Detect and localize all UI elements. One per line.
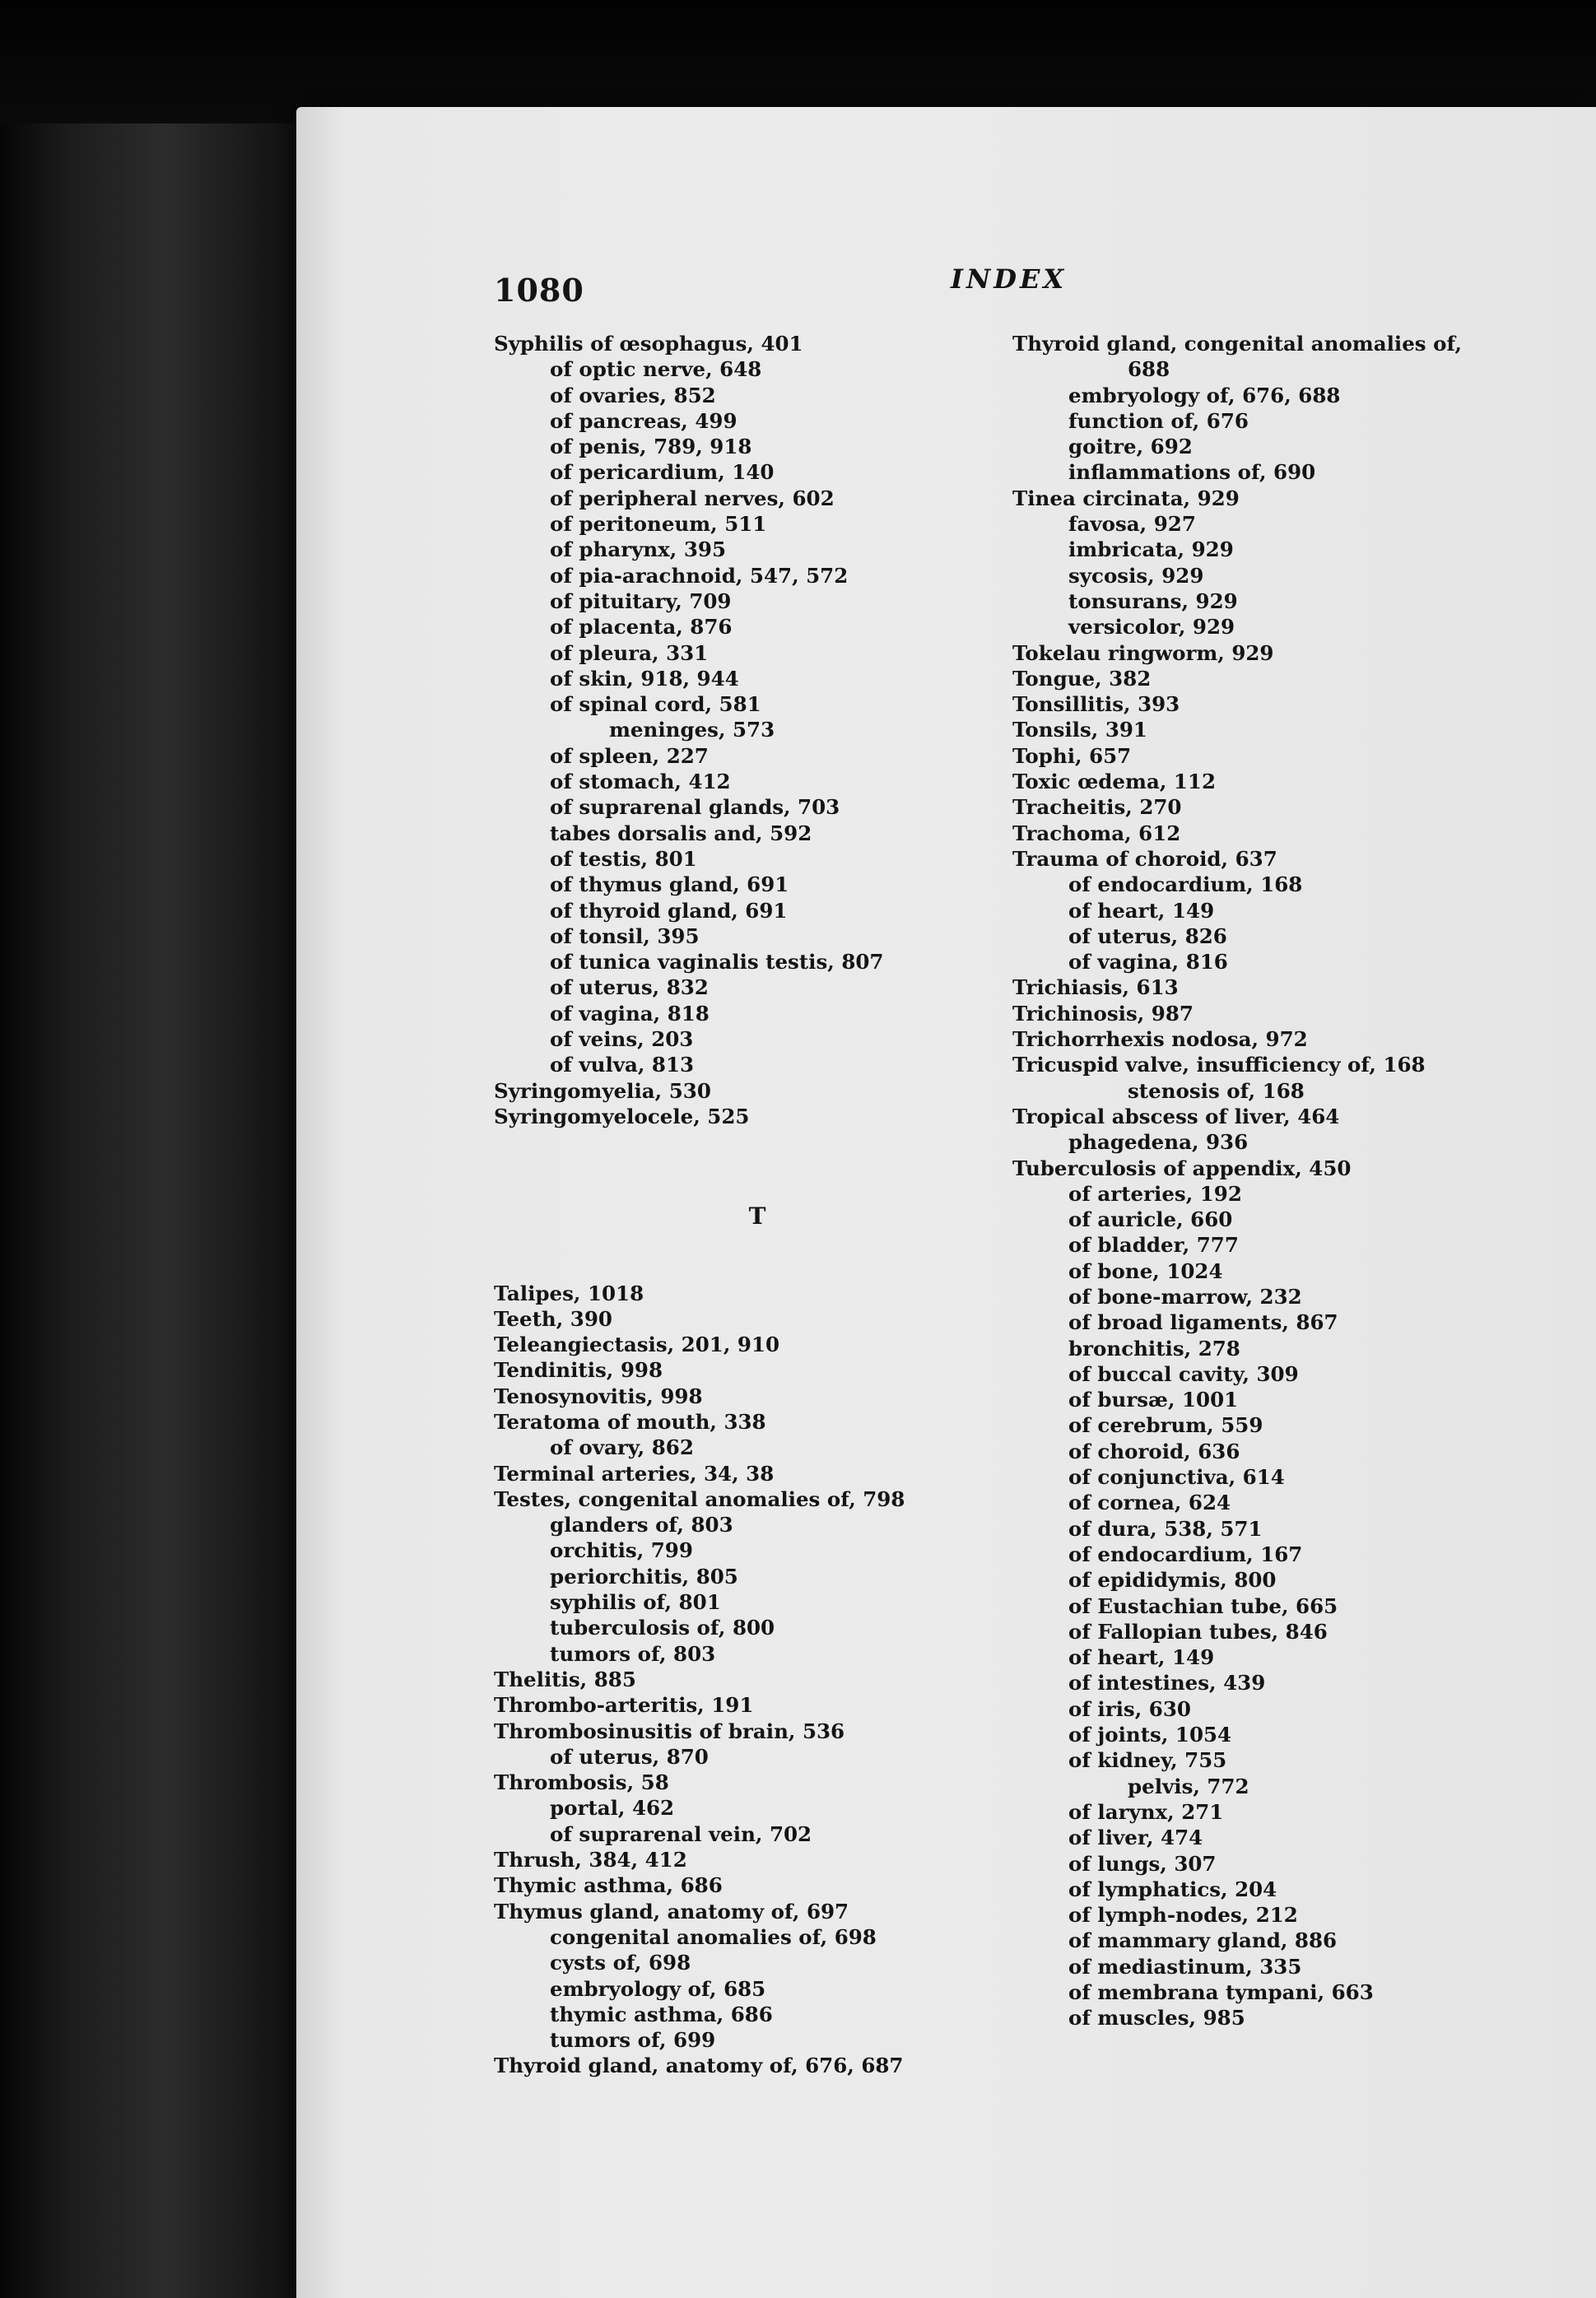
section-letter: T — [748, 1202, 766, 1230]
index-entry: Trauma of choroid, 637 — [1012, 846, 1277, 871]
index-entry: imbricata, 929 — [1068, 537, 1234, 562]
index-entry: Tophi, 657 — [1012, 743, 1132, 768]
index-entry: glanders of, 803 — [550, 1513, 733, 1537]
index-entry: tabes dorsalis and, 592 — [550, 821, 812, 845]
index-entry: of choroid, 636 — [1068, 1439, 1240, 1463]
index-entry: congenital anomalies of, 698 — [550, 1924, 877, 1949]
index-entry: of lymph-nodes, 212 — [1068, 1903, 1298, 1928]
index-entry: 688 — [1128, 357, 1170, 382]
index-entry: Tenosynovitis, 998 — [494, 1384, 703, 1408]
right-entries — [1012, 331, 1523, 2031]
index-entry: of lymphatics, 204 — [1068, 1877, 1277, 1901]
index-entry: Tricuspid valve, insufficiency of, 168 — [1012, 1053, 1426, 1077]
index-entry: of pituitary, 709 — [550, 588, 732, 613]
index-entry: of tunica vaginalis testis, 807 — [550, 950, 884, 975]
index-entry: of bladder, 777 — [1068, 1233, 1239, 1258]
index-entry: goitre, 692 — [1068, 435, 1193, 459]
index-entry: phagedena, 936 — [1068, 1130, 1249, 1155]
index-entry: orchitis, 799 — [550, 1538, 693, 1563]
index-entry: stenosis of, 168 — [1128, 1078, 1305, 1103]
index-entry: Trichiasis, 613 — [1012, 975, 1179, 1000]
index-entry: of bone, 1024 — [1068, 1258, 1223, 1283]
index-entry: Thrombo-arteritis, 191 — [494, 1693, 754, 1718]
index-entry: of bone-marrow, 232 — [1068, 1284, 1302, 1309]
index-entry: Toxic œdema, 112 — [1012, 770, 1217, 794]
index-entry: Thyroid gland, anatomy of, 676, 687 — [494, 2054, 904, 2078]
index-entry: portal, 462 — [550, 1796, 675, 1821]
index-entry: Trichorrhexis nodosa, 972 — [1012, 1027, 1308, 1052]
index-entry: of penis, 789, 918 — [550, 435, 752, 459]
index-entry: of dura, 538, 571 — [1068, 1516, 1263, 1541]
index-entry: of cornea, 624 — [1068, 1491, 1231, 1515]
index-entry: of pia-arachnoid, 547, 572 — [550, 563, 849, 588]
index-entry: Talipes, 1018 — [494, 1281, 644, 1305]
index-entry: embryology of, 676, 688 — [1068, 383, 1341, 407]
index-entry: of heart, 149 — [1068, 1645, 1215, 1670]
index-entry: of Eustachian tube, 665 — [1068, 1593, 1338, 1618]
index-entry: of vagina, 818 — [550, 1001, 710, 1026]
index-entry: of veins, 203 — [550, 1027, 694, 1052]
index-entry: Teeth, 390 — [494, 1306, 612, 1331]
index-entry: inflammations of, 690 — [1068, 460, 1316, 485]
index-entry: of endocardium, 168 — [1068, 872, 1303, 897]
index-entry: syphilis of, 801 — [550, 1590, 721, 1615]
index-entry: Tendinitis, 998 — [494, 1358, 663, 1383]
left-entries-s — [494, 331, 971, 1129]
index-entry: Tonsillitis, 393 — [1012, 692, 1180, 717]
index-entry: of peritoneum, 511 — [550, 512, 767, 537]
index-entry: Tongue, 382 — [1012, 666, 1152, 691]
index-entry: thymic asthma, 686 — [550, 2002, 773, 2026]
index-entry: of skin, 918, 944 — [550, 666, 739, 691]
index-entry: of epididymis, 800 — [1068, 1568, 1277, 1593]
index-entry: sycosis, 929 — [1068, 563, 1204, 588]
index-entry: of spleen, 227 — [550, 743, 709, 768]
index-entry: Syphilis of œsophagus, 401 — [494, 332, 803, 356]
left-entries-t — [494, 1281, 971, 2079]
index-entry: of arteries, 192 — [1068, 1181, 1242, 1206]
index-entry: of ovaries, 852 — [550, 383, 716, 407]
index-entry: Tracheitis, 270 — [1012, 795, 1182, 820]
page-number: 1080 — [494, 272, 584, 309]
index-entry: periorchitis, 805 — [550, 1564, 738, 1589]
index-entry: Trichinosis, 987 — [1012, 1001, 1194, 1026]
index-entry: of membrana tympani, 663 — [1068, 1980, 1374, 2004]
index-entry: of joints, 1054 — [1068, 1723, 1232, 1747]
index-entry: meninges, 573 — [609, 718, 775, 742]
index-entry: Teratoma of mouth, 338 — [494, 1409, 766, 1434]
index-entry: cysts of, 698 — [550, 1951, 691, 1975]
index-entry: of liver, 474 — [1068, 1826, 1203, 1850]
index-entry: of endocardium, 167 — [1068, 1542, 1303, 1566]
index-entry: Testes, congenital anomalies of, 798 — [494, 1486, 905, 1511]
index-entry: function of, 676 — [1068, 408, 1249, 433]
index-entry: of suprarenal glands, 703 — [550, 795, 840, 820]
index-entry: tumors of, 803 — [550, 1641, 716, 1666]
index-entry: of broad ligaments, 867 — [1068, 1310, 1338, 1335]
index-entry: tonsurans, 929 — [1068, 588, 1238, 613]
index-entry: Tinea circinata, 929 — [1012, 486, 1240, 510]
index-entry: of cerebrum, 559 — [1068, 1413, 1263, 1438]
index-entry: of pleura, 331 — [550, 640, 709, 665]
index-entry: of mediastinum, 335 — [1068, 1954, 1302, 1979]
index-entry: of ovary, 862 — [550, 1435, 694, 1460]
index-entry: of iris, 630 — [1068, 1696, 1191, 1721]
index-entry: of conjunctiva, 614 — [1068, 1465, 1285, 1490]
index-entry: of placenta, 876 — [550, 615, 733, 640]
index-entry: Tonsils, 391 — [1012, 718, 1147, 742]
index-entry: Trachoma, 612 — [1012, 821, 1181, 845]
index-entry: of lungs, 307 — [1068, 1851, 1217, 1876]
index-entry: of pancreas, 499 — [550, 408, 738, 433]
index-entry: of uterus, 870 — [550, 1744, 709, 1769]
index-entry: of thymus gland, 691 — [550, 872, 789, 897]
index-entry: Terminal arteries, 34, 38 — [494, 1461, 775, 1486]
index-entry: of intestines, 439 — [1068, 1671, 1266, 1696]
index-entry: of testis, 801 — [550, 846, 697, 871]
index-entry: of heart, 149 — [1068, 898, 1215, 923]
index-entry: of uterus, 826 — [1068, 923, 1227, 948]
index-entry: embryology of, 685 — [550, 1976, 766, 2001]
section-gap — [494, 1230, 971, 1281]
scan-top-shadow — [0, 0, 1596, 123]
section-gap — [494, 1129, 971, 1203]
index-entry: of larynx, 271 — [1068, 1799, 1224, 1824]
index-entry: of bursæ, 1001 — [1068, 1388, 1239, 1412]
index-entry: of vagina, 816 — [1068, 950, 1228, 975]
index-entry: of auricle, 660 — [1068, 1207, 1233, 1232]
running-head: INDEX — [951, 263, 1068, 295]
index-entry: tumors of, 699 — [550, 2028, 716, 2053]
index-entry: of tonsil, 395 — [550, 923, 700, 948]
index-entry: tuberculosis of, 800 — [550, 1616, 775, 1640]
index-entry: of stomach, 412 — [550, 770, 731, 794]
index-entry: of suprarenal vein, 702 — [550, 1821, 812, 1846]
index-entry: of Fallopian tubes, 846 — [1068, 1619, 1328, 1644]
index-entry: of mammary gland, 886 — [1068, 1928, 1338, 1953]
left-column — [494, 331, 971, 2079]
index-entry: of optic nerve, 648 — [550, 357, 762, 382]
index-entry: Thrombosinusitis of brain, 536 — [494, 1719, 845, 1743]
index-entry: versicolor, 929 — [1068, 615, 1235, 640]
index-entry: Tropical abscess of liver, 464 — [1012, 1104, 1340, 1128]
right-column — [1012, 331, 1523, 2031]
index-entry: Syringomyelia, 530 — [494, 1078, 711, 1103]
index-entry: of kidney, 755 — [1068, 1748, 1227, 1773]
index-entry: Thelitis, 885 — [494, 1667, 636, 1691]
index-entry: of pericardium, 140 — [550, 460, 775, 485]
index-entry: Thymus gland, anatomy of, 697 — [494, 1899, 849, 1924]
index-entry: of uterus, 832 — [550, 975, 709, 1000]
index-entry: Thymic asthma, 686 — [494, 1873, 723, 1898]
index-entry: of thyroid gland, 691 — [550, 898, 788, 923]
index-entry: of pharynx, 395 — [550, 537, 726, 562]
index-entry: of spinal cord, 581 — [550, 692, 761, 717]
index-entry: Tuberculosis of appendix, 450 — [1012, 1156, 1352, 1180]
index-entry: Thrush, 384, 412 — [494, 1848, 687, 1872]
index-entry: Thrombosis, 58 — [494, 1770, 669, 1795]
index-entry: of muscles, 985 — [1068, 2006, 1245, 2031]
index-entry: pelvis, 772 — [1128, 1774, 1249, 1798]
index-entry: of buccal cavity, 309 — [1068, 1361, 1299, 1386]
index-entry: Syringomyelocele, 525 — [494, 1104, 750, 1128]
index-entry: bronchitis, 278 — [1068, 1336, 1240, 1361]
index-entry: Tokelau ringworm, 929 — [1012, 640, 1274, 665]
index-entry: of vulva, 813 — [550, 1053, 695, 1077]
index-entry: favosa, 927 — [1068, 512, 1196, 537]
index-entry: Teleangiectasis, 201, 910 — [494, 1333, 780, 1357]
index-entry: Thyroid gland, congenital anomalies of, — [1012, 332, 1462, 356]
index-entry: of peripheral nerves, 602 — [550, 486, 835, 510]
